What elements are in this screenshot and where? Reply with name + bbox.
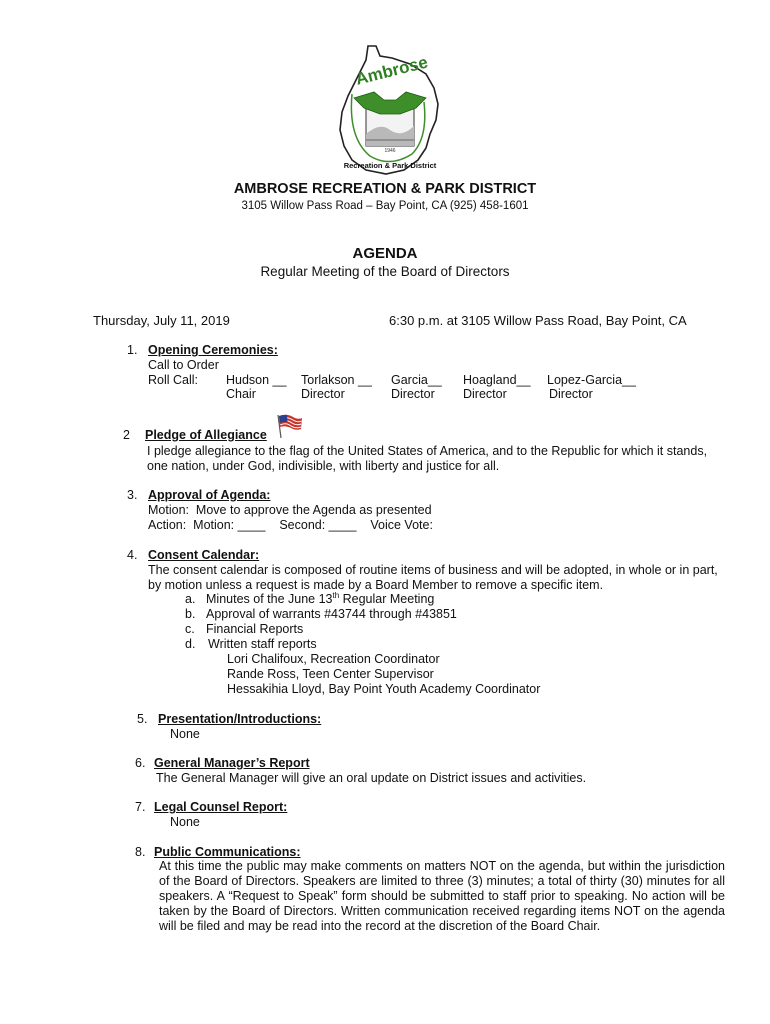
staff-report-3: Hessakihia Lloyd, Bay Point Youth Academy Coordinator [227, 682, 541, 696]
item-8-title: Public Communications: [154, 845, 301, 859]
roll-call-label: Roll Call: [148, 373, 199, 387]
american-flag-icon [275, 413, 303, 439]
pledge-line-1: I pledge allegiance to the flag of the United States of America, and to the Republic for which it stands, [147, 444, 708, 458]
consent-line-1: The consent calendar is composed of routine items of business and will be adopted, in whole or in part, [148, 563, 718, 577]
logo-year-text: 1946 [384, 148, 396, 154]
item-1-number: 1. [127, 343, 138, 357]
roll-name-hudson: Hudson __ [226, 373, 287, 387]
item-3-title: Approval of Agenda: [148, 488, 271, 502]
roll-name-hoagland: Hoagland__ [463, 373, 531, 387]
consent-b-label: b. [185, 607, 196, 621]
roll-name-garcia: Garcia__ [391, 373, 442, 387]
consent-line-2: by motion unless a request is made by a Board Member to remove a specific item. [148, 578, 604, 592]
staff-report-1: Lori Chalifoux, Recreation Coordinator [227, 652, 440, 666]
roll-role-lopez-garcia: Director [549, 387, 593, 401]
meeting-type: Regular Meeting of the Board of Directors [260, 264, 510, 279]
item-2-title: Pledge of Allegiance [145, 428, 267, 442]
item-4-title: Consent Calendar: [148, 548, 260, 562]
item-6-title: General Manager’s Report [154, 756, 310, 770]
district-address: 3105 Willow Pass Road – Bay Point, CA (925) 458-1601 [241, 200, 529, 212]
item-6-number: 6. [135, 756, 146, 770]
item-1-title: Opening Ceremonies: [148, 343, 278, 357]
logo-ring-text: Recreation & Park District [343, 161, 437, 170]
item-7-text: None [170, 815, 200, 829]
item-7-number: 7. [135, 800, 146, 814]
staff-report-2: Rande Ross, Teen Center Supervisor [227, 667, 434, 681]
agenda-heading: AGENDA [352, 245, 418, 262]
item-5-title: Presentation/Introductions: [158, 712, 322, 726]
meeting-time-location: 6:30 p.m. at 3105 Willow Pass Road, Bay Point, CA [389, 313, 687, 328]
item-2-number: 2 [123, 428, 130, 442]
logo-name-text: Ambrose [353, 52, 430, 89]
item-4-number: 4. [127, 548, 138, 562]
roll-role-hoagland: Director [463, 387, 507, 401]
roll-name-lopez-garcia: Lopez-Garcia__ [547, 373, 636, 387]
item-3-number: 3. [127, 488, 138, 502]
roll-name-torlakson: Torlakson __ [301, 373, 372, 387]
roll-role-hudson: Chair [226, 387, 256, 401]
item-8-number: 8. [135, 845, 146, 859]
item-5-text: None [170, 727, 200, 741]
consent-d-text: Written staff reports [208, 637, 317, 651]
consent-a-text: Minutes of the June 13th Regular Meeting [206, 590, 435, 606]
agenda-motion: Motion: Move to approve the Agenda as presented [148, 503, 432, 517]
agenda-action: Action: Motion: ____ Second: ____ Voice Vote: [148, 518, 433, 532]
district-name: AMBROSE RECREATION & PARK DISTRICT [233, 181, 537, 197]
consent-c-text: Financial Reports [206, 622, 304, 636]
item-5-number: 5. [137, 712, 148, 726]
ambrose-district-logo [330, 42, 448, 177]
item-7-title: Legal Counsel Report: [154, 800, 288, 814]
consent-b-text: Approval of warrants #43744 through #43851 [206, 607, 457, 621]
consent-c-label: c. [185, 622, 195, 636]
roll-role-garcia: Director [391, 387, 435, 401]
roll-role-torlakson: Director [301, 387, 345, 401]
consent-a-label: a. [185, 592, 196, 606]
call-to-order: Call to Order [148, 358, 219, 372]
meeting-date: Thursday, July 11, 2019 [93, 313, 230, 328]
pledge-line-2: one nation, under God, indivisible, with liberty and justice for all. [147, 459, 500, 473]
item-8-text: At this time the public may make comments on matters NOT on the agenda, but within the jurisdiction of the Board of Directors. Speakers are limited to three (3) minutes; a total of thirty (30) minutes for all speakers. A “Request to Speak” form should be submitted to staff prior to speaking. No action will be taken by the Board of Directors. Written communication received regarding items NOT on the agenda will be filed and may be read into the record at the discretion of the Board Chair. [159, 859, 725, 933]
green-banner [354, 92, 426, 114]
item-6-text: The General Manager will give an oral update on District issues and activities. [156, 771, 587, 785]
consent-d-label: d. [185, 637, 196, 651]
